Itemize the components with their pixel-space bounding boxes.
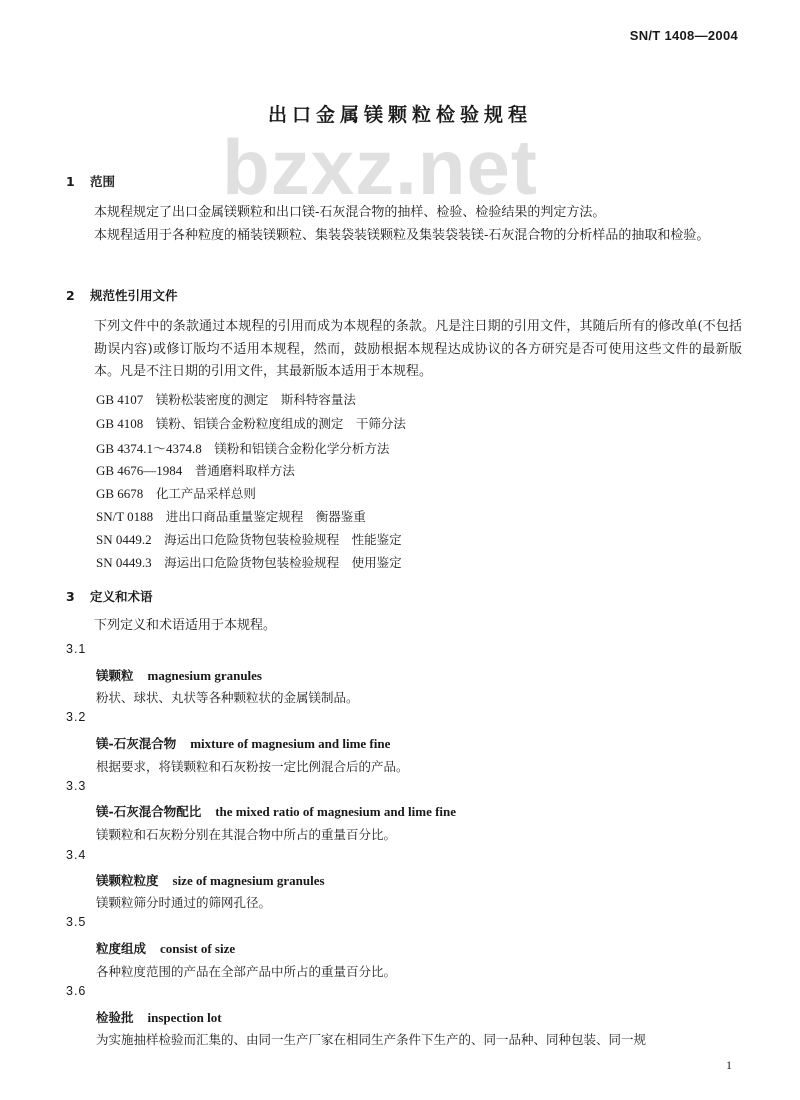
section-1-paragraph-1: 本规程规定了出口金属镁颗粒和出口镁-石灰混合物的抽样、检验、检验结果的判定方法。 bbox=[94, 205, 606, 220]
standard-code: SN/T 1408—2004 bbox=[629, 28, 738, 43]
document-title: 出口金属镁颗粒检验规程 bbox=[267, 104, 532, 126]
reference-item: GB 6678 化工产品采样总则 bbox=[96, 486, 256, 501]
term-name: 镁颗粒粒度 size of magnesium granules bbox=[96, 873, 325, 888]
term-definition: 根据要求，将镁颗粒和石灰粉按一定比例混合后的产品。 bbox=[96, 759, 409, 774]
term-name: 粒度组成 consist of size bbox=[96, 941, 236, 956]
term-number: 3.2 bbox=[66, 710, 87, 724]
section-number: 2 bbox=[66, 288, 75, 303]
section-3-heading bbox=[66, 587, 153, 605]
reference-item: SN 0449.3 海运出口危险货物包装检验规程 使用鉴定 bbox=[96, 555, 402, 570]
term-definition: 镁颗粒筛分时通过的筛网孔径。 bbox=[96, 895, 272, 910]
section-1-heading bbox=[66, 172, 115, 190]
term-number: 3.6 bbox=[66, 984, 87, 998]
reference-item: SN 0449.2 海运出口危险货物包装检验规程 性能鉴定 bbox=[96, 532, 402, 547]
section-title: 定义和术语 bbox=[90, 589, 153, 604]
term-number: 3.4 bbox=[66, 848, 87, 862]
term-number: 3.1 bbox=[66, 642, 87, 656]
term-number: 3.3 bbox=[66, 779, 87, 793]
term-definition: 粉状、球状、丸状等各种颗粒状的金属镁制品。 bbox=[96, 690, 359, 705]
reference-item: SN/T 0188 进出口商品重量鉴定规程 衡器鉴重 bbox=[96, 509, 366, 524]
section-number: 3 bbox=[66, 589, 75, 604]
section-title: 规范性引用文件 bbox=[90, 288, 178, 303]
section-number: 1 bbox=[66, 174, 75, 189]
term-definition: 镁颗粒和石灰粉分别在其混合物中所占的重量百分比。 bbox=[96, 827, 397, 842]
term-name: 检验批 inspection lot bbox=[96, 1010, 222, 1025]
section-2-heading bbox=[66, 286, 178, 304]
page-number: 1 bbox=[726, 1058, 732, 1072]
term-name: 镁颗粒 magnesium granules bbox=[96, 668, 262, 683]
watermark: bzxz.net bbox=[222, 123, 538, 211]
section-1-paragraph-2: 本规程适用于各种粒度的桶装镁颗粒、集装袋装镁颗粒及集装袋装镁-石灰混合物的分析样品的抽取和检验。 bbox=[94, 228, 710, 243]
term-name: 镁-石灰混合物配比 the mixed ratio of magnesium and lime fine bbox=[96, 804, 457, 819]
reference-item: GB 4107 镁粉松装密度的测定 斯科特容量法 bbox=[96, 392, 356, 407]
section-title: 范围 bbox=[90, 174, 116, 189]
section-2-paragraph: 下列文件中的条款通过本规程的引用而成为本规程的条款。凡是注日期的引用文件，其随后所有的修改单(不包括勘误内容)或修订版均不适用本规程，然而，鼓励根据本规程达成协议的各方研究是否可使用这些文件的最新版本。凡是不注日期的引用文件，其最新版本适用于本规程。 bbox=[94, 319, 742, 379]
term-number: 3.5 bbox=[66, 915, 87, 929]
reference-item: GB 4108 镁粉、铝镁合金粉粒度组成的测定 干筛分法 bbox=[96, 416, 406, 431]
section-3-intro: 下列定义和术语适用于本规程。 bbox=[94, 618, 277, 633]
reference-item: GB 4676—1984 普通磨料取样方法 bbox=[96, 463, 295, 478]
term-definition: 各种粒度范围的产品在全部产品中所占的重量百分比。 bbox=[96, 964, 397, 979]
term-definition: 为实施抽样检验而汇集的、由同一生产厂家在相同生产条件下生产的、同一品种、同种包装、同一规 bbox=[96, 1032, 647, 1047]
term-name: 镁-石灰混合物 mixture of magnesium and lime fine bbox=[96, 736, 391, 751]
reference-item: GB 4374.1～4374.8 镁粉和铝镁合金粉化学分析方法 bbox=[96, 441, 390, 456]
